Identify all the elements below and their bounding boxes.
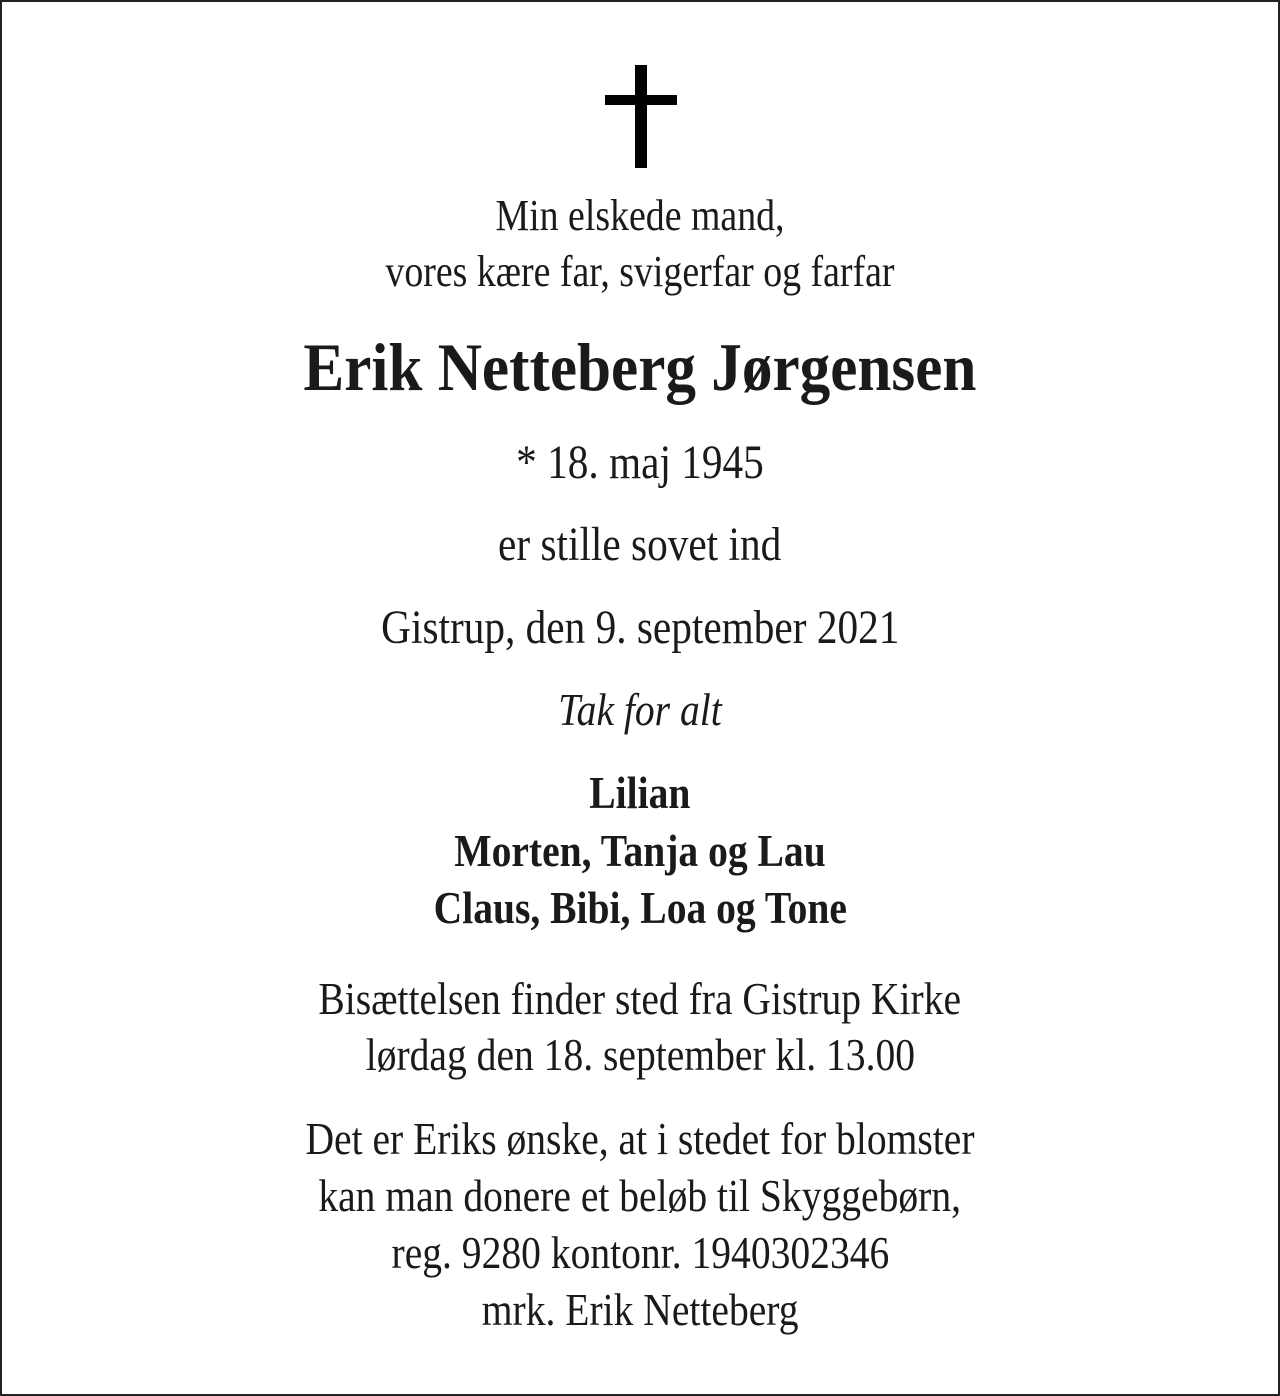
cross-horizontal-bar [605,95,677,105]
donation-line-4: mrk. Erik Netteberg [481,1284,799,1335]
donation-line-1: Det er Eriks ønske, at i stedet for blomster [305,1113,975,1164]
deceased-name: Erik Netteberg Jørgensen [303,329,977,405]
family-line-2: Morten, Tanja og Lau [454,825,826,876]
place-and-date: Gistrup, den 9. september 2021 [380,601,900,654]
cross-vertical-bar [635,65,647,168]
intro-line-2: vores kære far, svigerfar og farfar [385,247,895,296]
passed-away-text: er stille sovet ind [498,518,782,571]
donation-line-2: kan man donere et beløb til Skyggebørn, [318,1170,962,1221]
family-line-3: Claus, Bibi, Loa og Tone [433,882,847,933]
funeral-line-2: lørdag den 18. september kl. 13.00 [365,1029,915,1080]
donation-line-3: reg. 9280 kontonr. 1940302346 [391,1227,889,1278]
funeral-line-1: Bisættelsen finder sted fra Gistrup Kirke [318,973,962,1024]
birth-date: * 18. maj 1945 [516,436,764,489]
thanks-text: Tak for alt [558,684,722,735]
family-line-1: Lilian [589,767,691,818]
intro-line-1: Min elskede mand, [495,191,785,240]
